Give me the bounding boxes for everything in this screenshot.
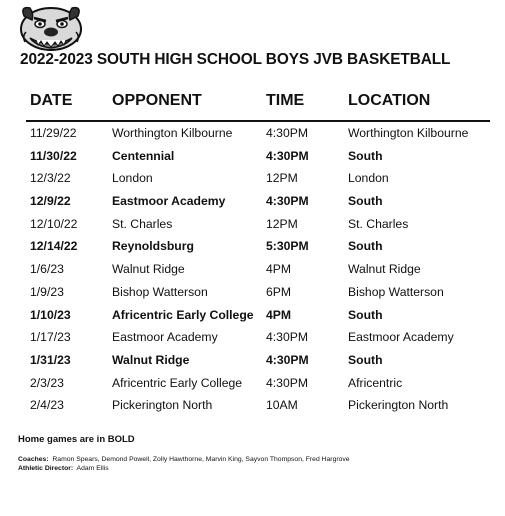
cell-location: Eastmoor Academy: [348, 330, 454, 345]
cell-time: 4PM: [266, 262, 292, 277]
cell-date: 11/29/22: [30, 126, 77, 140]
cell-time: 5:30PM: [266, 239, 309, 254]
athletic-director-line: [18, 465, 350, 474]
cell-time: 4:30PM: [266, 330, 309, 345]
cell-opponent: Eastmoor Academy: [112, 330, 218, 345]
table-row: [0, 235, 505, 258]
cell-opponent: Centennial: [112, 148, 175, 163]
table-row: [0, 349, 505, 372]
cell-opponent: St. Charles: [112, 216, 173, 231]
table-row: [0, 394, 505, 417]
cell-location: London: [348, 171, 389, 186]
cell-opponent: Reynoldsburg: [112, 239, 194, 254]
cell-location: South: [348, 352, 383, 367]
cell-time: 10AM: [266, 398, 298, 413]
cell-time: 4:30PM: [266, 375, 309, 390]
table-row: [0, 304, 505, 327]
cell-date: 1/31/23: [30, 352, 71, 367]
cell-opponent: London: [112, 171, 153, 186]
cell-date: 1/6/23: [30, 262, 64, 277]
cell-date: 1/17/23: [30, 330, 71, 345]
table-row: [0, 326, 505, 349]
cell-opponent: Africentric Early College: [112, 375, 243, 390]
cell-opponent: Walnut Ridge: [112, 352, 190, 367]
header-date: DATE: [30, 92, 73, 109]
cell-location: South: [348, 239, 383, 254]
cell-date: 1/10/23: [30, 307, 71, 322]
table-row: [0, 372, 505, 395]
cell-opponent: Pickerington North: [112, 398, 213, 413]
bulldog-icon: [16, 2, 86, 52]
cell-location: Africentric: [348, 375, 403, 390]
cell-date: 2/4/23: [30, 398, 64, 413]
cell-time: 4:30PM: [266, 352, 309, 367]
cell-location: Worthington Kilbourne: [348, 126, 469, 140]
cell-location: Pickerington North: [348, 398, 449, 413]
cell-time: 12PM: [266, 216, 298, 231]
athletic-director-name: Adam Ellis: [76, 464, 109, 472]
cell-location: South: [348, 307, 383, 322]
table-row: [0, 213, 505, 236]
table-row: [0, 258, 505, 281]
schedule-table: [0, 122, 505, 417]
cell-location: Walnut Ridge: [348, 262, 421, 277]
cell-location: South: [348, 148, 383, 163]
athletic-director-label: Athletic Director:: [18, 464, 74, 472]
cell-date: 12/9/22: [30, 194, 71, 209]
coaches-line: [18, 456, 350, 465]
cell-opponent: Worthington Kilbourne: [112, 126, 233, 140]
cell-opponent: Walnut Ridge: [112, 262, 185, 277]
page-title: 2022-2023 SOUTH HIGH SCHOOL BOYS JVB BASKETBALL: [20, 51, 451, 68]
cell-opponent: Africentric Early College: [112, 307, 254, 322]
cell-time: 4PM: [266, 307, 292, 322]
cell-opponent: Eastmoor Academy: [112, 194, 226, 209]
table-row: [0, 281, 505, 304]
cell-time: 4:30PM: [266, 194, 309, 209]
table-row: [0, 145, 505, 168]
header-location: LOCATION: [348, 92, 431, 109]
cell-time: 12PM: [266, 171, 298, 186]
cell-location: St. Charles: [348, 216, 409, 231]
table-row: [0, 122, 505, 145]
staff-credits: [18, 456, 350, 473]
cell-date: 11/30/22: [30, 148, 77, 163]
cell-date: 1/9/23: [30, 284, 64, 299]
cell-date: 12/14/22: [30, 239, 78, 254]
cell-time: 6PM: [266, 284, 292, 299]
cell-date: 12/10/22: [30, 216, 78, 231]
header-time: TIME: [266, 92, 305, 109]
cell-location: Bishop Watterson: [348, 284, 444, 299]
table-row: [0, 167, 505, 190]
coaches-label: Coaches:: [18, 456, 49, 463]
cell-opponent: Bishop Watterson: [112, 284, 208, 299]
cell-time: 4:30PM: [266, 126, 309, 140]
home-games-note: Home games are in BOLD: [18, 434, 135, 445]
cell-date: 12/3/22: [30, 171, 71, 186]
cell-time: 4:30PM: [266, 148, 309, 163]
cell-location: South: [348, 194, 383, 209]
table-header: [0, 92, 505, 114]
table-row: [0, 190, 505, 213]
cell-date: 2/3/23: [30, 375, 64, 390]
header-opponent: OPPONENT: [112, 92, 202, 109]
coaches-names: Ramon Spears, Demond Powell, Zolly Hawthorne, Marvin King, Sayvon Thompson, Fred Hargrove: [52, 456, 350, 463]
